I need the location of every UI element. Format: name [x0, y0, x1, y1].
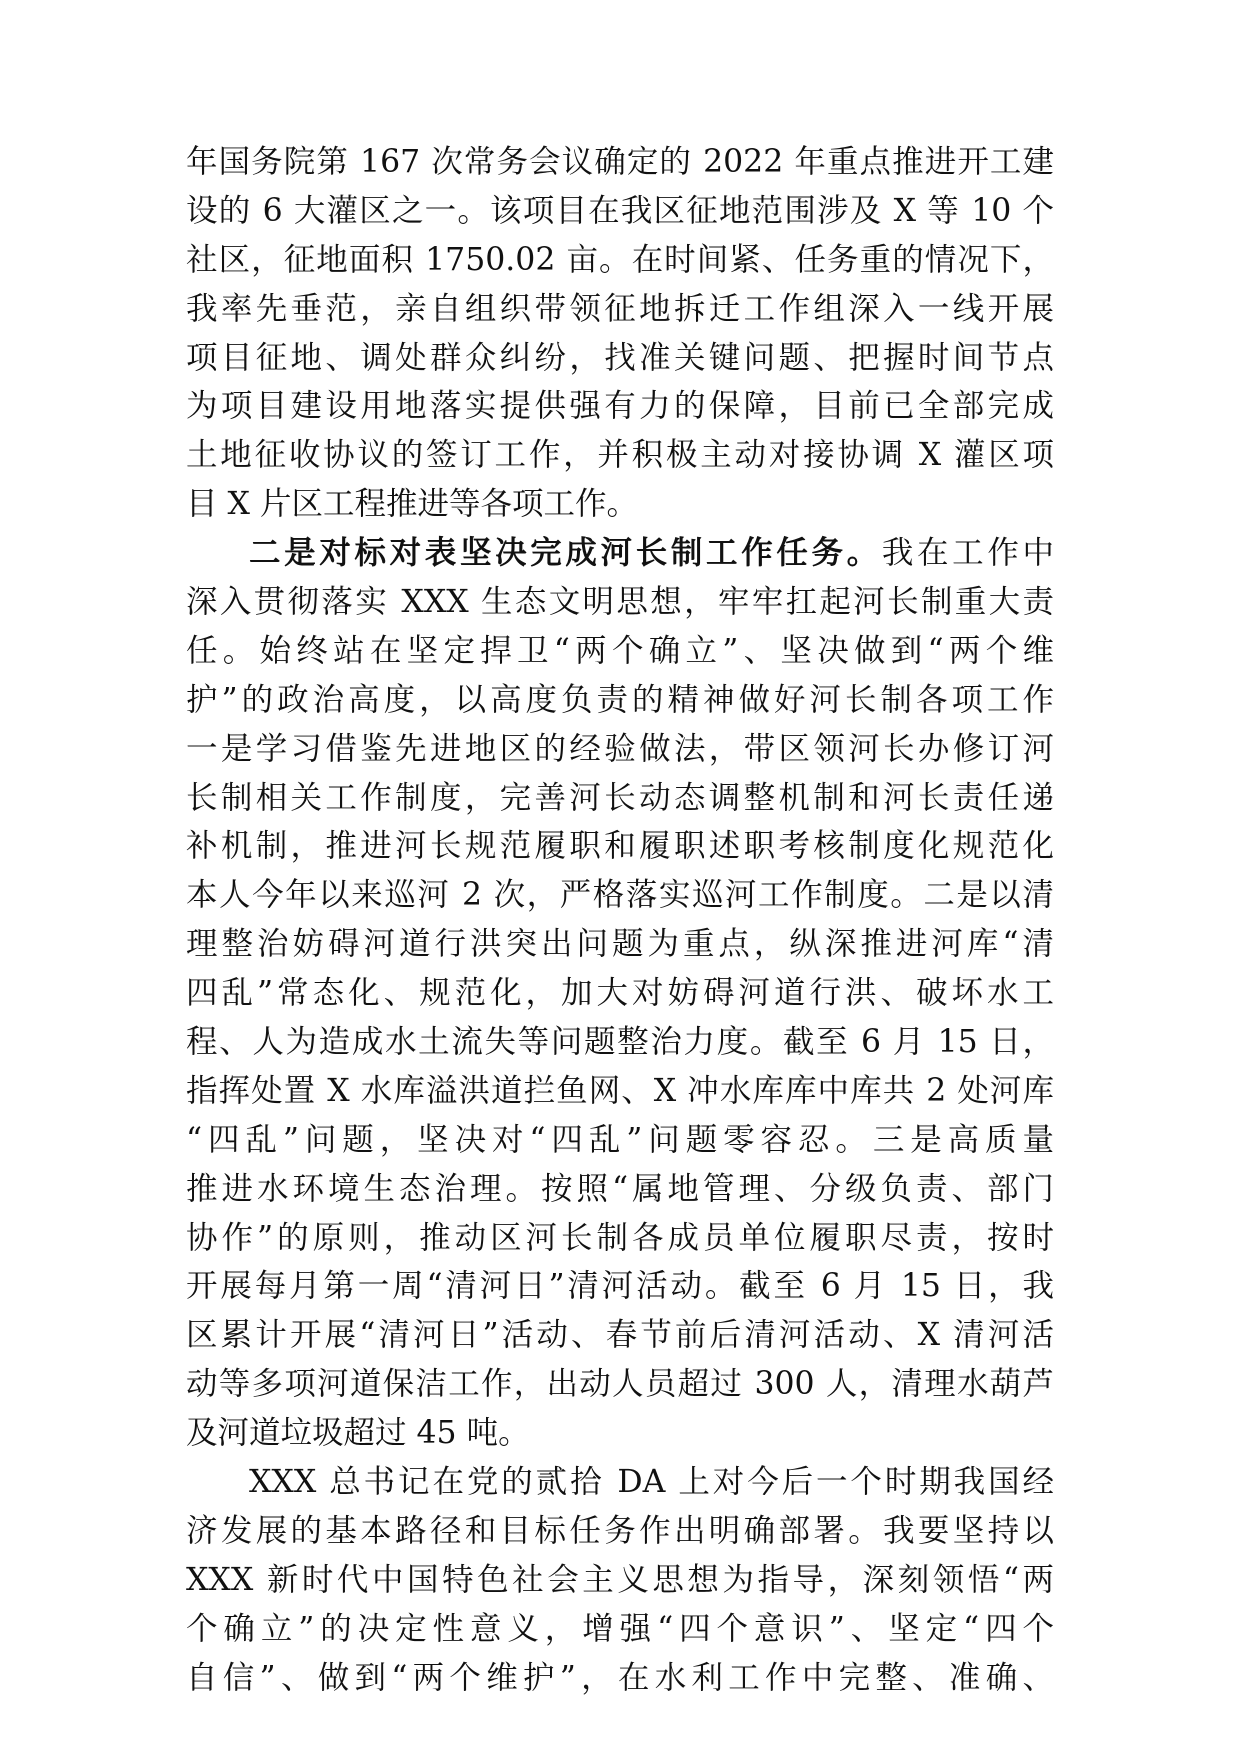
- text-line: XXX 新时代中国特色社会主义思想为指导，深刻领悟“两: [186, 1561, 1054, 1598]
- text-line: 深入贯彻落实 XXX 生态文明思想，牢牢扛起河长制重大责: [186, 584, 1054, 621]
- heading-trailing-text: 我在工作中: [881, 535, 1054, 572]
- text-line: 任。始终站在坚定捍卫“两个确立”、坚决做到“两个维: [186, 632, 1054, 669]
- text-line: 社区，征地面积 1750.02 亩。在时间紧、任务重的情况下，: [186, 241, 1054, 278]
- text-line: 程、人为造成水土流失等问题整治力度。截至 6 月 15 日，: [186, 1024, 1054, 1061]
- text-line: 年国务院第 167 次常务会议确定的 2022 年重点推进开工建: [186, 144, 1054, 180]
- paragraph-1: [186, 138, 1054, 529]
- paragraph-2-first-line: [186, 529, 1054, 578]
- text-line: 自信”、做到“两个维护”，在水利工作中完整、准确、: [186, 1659, 1054, 1696]
- text-line: 开展每月第一周“清河日”清河活动。截至 6 月 15 日，我: [186, 1268, 1054, 1305]
- paragraph-3: [186, 1458, 1054, 1702]
- paragraph-2: [186, 529, 1054, 1458]
- text-line: 一是学习借鉴先进地区的经验做法，带区领河长办修订河: [186, 730, 1054, 767]
- text-line: 指挥处置 X 水库溢洪道拦鱼网、X 冲水库库中库共 2 处河库: [186, 1072, 1054, 1109]
- text-line: 济发展的基本路径和目标任务作出明确部署。我要坚持以: [186, 1512, 1054, 1549]
- text-line: 目 X 片区工程推进等各项工作。: [186, 486, 638, 523]
- text-line: 协作”的原则，推动区河长制各成员单位履职尽责，按时: [186, 1219, 1054, 1256]
- text-line: 区累计开展“清河日”活动、春节前后清河活动、X 清河活: [186, 1317, 1054, 1354]
- document-page: [186, 138, 1054, 1703]
- text-line: 土地征收协议的签订工作，并积极主动对接协调 X 灌区项: [186, 437, 1054, 474]
- text-line: 我率先垂范，亲自组织带领征地拆迁工作组深入一线开展: [186, 290, 1054, 327]
- text-line: 理整治妨碍河道行洪突出问题为重点，纵深推进河库“清: [186, 926, 1054, 963]
- text-line: 为项目建设用地落实提供强有力的保障，目前已全部完成: [186, 388, 1054, 425]
- text-line: “四乱”问题，坚决对“四乱”问题零容忍。三是高质量: [186, 1121, 1054, 1158]
- text-line: 本人今年以来巡河 2 次，严格落实巡河工作制度。二是以清: [186, 877, 1054, 914]
- text-line: 四乱”常态化、规范化，加大对妨碍河道行洪、破坏水工: [186, 975, 1054, 1012]
- text-line: 项目征地、调处群众纠纷，找准关键问题、把握时间节点: [186, 339, 1054, 376]
- text-line: 长制相关工作制度，完善河长动态调整机制和河长责任递: [186, 779, 1054, 816]
- text-line: 补机制，推进河长规范履职和履职述职考核制度化规范化: [186, 828, 1054, 865]
- text-line: 动等多项河道保洁工作，出动人员超过 300 人，清理水葫芦: [186, 1366, 1054, 1403]
- section-heading: 二是对标对表坚决完成河长制工作任务。: [249, 535, 882, 572]
- text-line: 个确立”的决定性意义，增强“四个意识”、坚定“四个: [186, 1610, 1054, 1647]
- text-line: 设的 6 大灌区之一。该项目在我区征地范围涉及 X 等 10 个: [186, 192, 1054, 229]
- text-line: 及河道垃圾超过 45 吨。: [186, 1415, 530, 1452]
- text-line: XXX 总书记在党的贰拾 DA 上对今后一个时期我国经: [249, 1464, 1054, 1501]
- text-line: 护”的政治高度，以高度负责的精神做好河长制各项工作: [186, 681, 1054, 718]
- text-line: 推进水环境生态治理。按照“属地管理、分级负责、部门: [186, 1170, 1054, 1207]
